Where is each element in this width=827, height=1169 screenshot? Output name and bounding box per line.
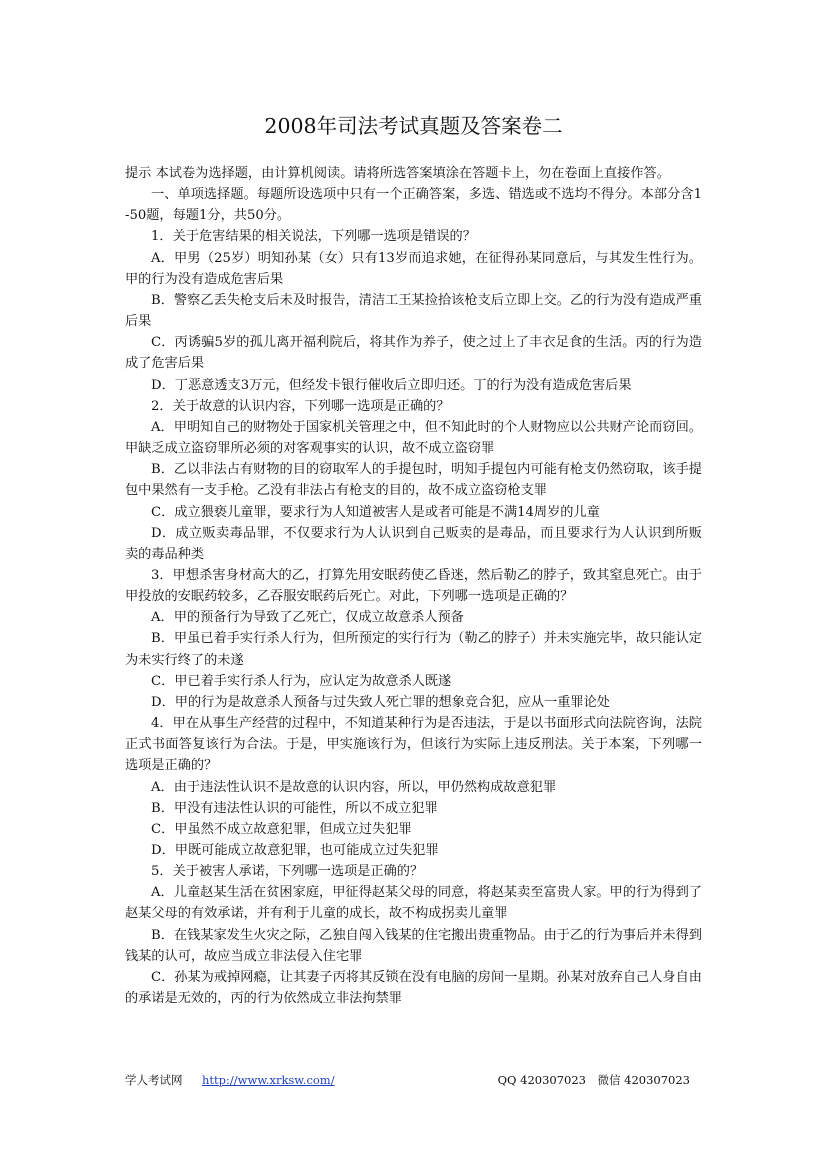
- paragraph: 1．关于危害结果的相关说法，下列哪一选项是错误的？: [151, 229, 476, 245]
- paragraph: D．丁恶意透支3万元，但经发卡银行催收后立即归还。丁的行为没有造成危害后果: [151, 377, 632, 393]
- paragraph: B．甲没有违法性认识的可能性，所以不成立犯罪: [151, 800, 438, 816]
- paragraph: C．丙诱骗5岁的孤儿离开福利院后，将其作为养子，使之过上了丰衣足食的生活。丙的行为造成了危害后果: [125, 335, 702, 372]
- footer-site-link[interactable]: http://www.xrksw.com/: [202, 1073, 335, 1087]
- paragraph: D．成立贩卖毒品罪，不仅要求行为人认识到自己贩卖的是毒品，而且要求行为人认识到所贩卖的毒品种类: [125, 525, 702, 562]
- footer-contact: QQ 420307023 微信 420307023: [497, 1073, 690, 1087]
- paragraph: B．甲虽已着手实行杀人行为，但所预定的实行行为（勒乙的脖子）并未实施完毕，故只能认定为未实行终了的未遂: [125, 631, 702, 668]
- paragraph: A．由于违法性认识不是故意的认识内容，所以，甲仍然构成故意犯罪: [151, 779, 557, 795]
- paragraph: A．甲的预备行为导致了乙死亡，仅成立故意杀人预备: [151, 610, 464, 626]
- paragraph: 5．关于被害人承诺，下列哪一选项是正确的？: [151, 864, 424, 880]
- paragraph: 2．关于故意的认识内容，下列哪一选项是正确的？: [151, 398, 450, 414]
- page-title: 2008年司法考试真题及答案卷二: [264, 114, 563, 138]
- paragraph: B．警察乙丢失枪支后未及时报告，清洁工王某捡拾该枪支后立即上交。乙的行为没有造成严重后果: [125, 292, 702, 330]
- paragraph: D．甲既可能成立故意犯罪，也可能成立过失犯罪: [151, 843, 439, 858]
- paragraph: A．甲男（25岁）明知孙某（女）只有13岁而追求她，在征得孙某同意后，与其发生性行为。甲的行为没有造成危害后果: [125, 250, 702, 287]
- paragraph: A．儿童赵某生活在贫困家庭，甲征得赵某父母的同意，将赵某卖至富贵人家。甲的行为得到了赵某父母的有效承诺，并有利于儿童的成长，故不构成拐卖儿童罪: [125, 885, 702, 922]
- paragraph: 提示 本试卷为选择题，由计算机阅读。请将所选答案填涂在答题卡上，勿在卷面上直接作答。: [125, 166, 670, 181]
- paragraph: D．甲的行为是故意杀人预备与过失致人死亡罪的想象竞合犯，应从一重罪论处: [151, 694, 610, 710]
- paragraph: C．甲已着手实行杀人行为，应认定为故意杀人既遂: [151, 673, 452, 689]
- paragraph: 一、单项选择题。每题所设选项中只有一个正确答案，多选、错选或不选均不得分。本部分含1-50题，每题1分，共50分。: [125, 187, 702, 224]
- paragraph: 4．甲在从事生产经营的过程中，不知道某种行为是否违法，于是以书面形式向法院咨询，法院正式书面答复该行为合法。于是，甲实施该行为，但该行为实际上违反刑法。关于本案，下列哪一选项是正确的？: [125, 716, 702, 774]
- paragraph: B．乙以非法占有财物的目的窃取军人的手提包时，明知手提包内可能有枪支仍然窃取，该手提包中果然有一支手枪。乙没有非法占有枪支的目的，故不成立盗窃枪支罪: [125, 462, 702, 499]
- paragraph: A．甲明知自己的财物处于国家机关管理之中，但不知此时的个人财物应以公共财产论而窃回。甲缺乏成立盗窃罪所必须的对客观事实的认识，故不成立盗窃罪: [125, 419, 702, 457]
- page-footer: [125, 1071, 702, 1089]
- document-body: [125, 163, 702, 1009]
- paragraph: C．甲虽然不成立故意犯罪，但成立过失犯罪: [151, 821, 412, 837]
- footer-site-name: 学人考试网: [125, 1073, 183, 1087]
- paragraph: B．在钱某家发生火灾之际，乙独自闯入钱某的住宅搬出贵重物品。由于乙的行为事后并未得到钱某的认可，故应当成立非法侵入住宅罪: [125, 927, 702, 964]
- paragraph: C．成立猥亵儿童罪，要求行为人知道被害人是或者可能是不满14周岁的儿童: [151, 504, 600, 520]
- paragraph: C．孙某为戒掉网瘾，让其妻子丙将其反锁在没有电脑的房间一星期。孙某对放弃自己人身自由的承诺是无效的，丙的行为依然成立非法拘禁罪: [125, 969, 702, 1007]
- paragraph: 3．甲想杀害身材高大的乙，打算先用安眠药使乙昏迷，然后勒乙的脖子，致其窒息死亡。由于甲投放的安眠药较多，乙吞服安眠药后死亡。对此，下列哪一选项是正确的？: [125, 567, 702, 605]
